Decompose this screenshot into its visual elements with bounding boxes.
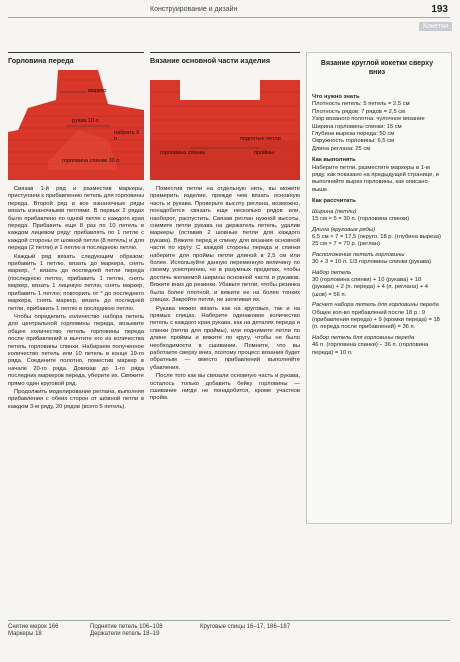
mid-section-title: Вязание основной части изделия	[150, 56, 271, 65]
left-paragraph: Связав 1-й ряд и разместив маркеры, приступаем к прибавлению петель для горловины переда. Второй ряд и все изнаночные ряды вязать изнаночными петлями. В первых 2 рядах было прибавлено по одной петле с каждого края переда. Прибавить еще 8 раз по 10 петель в каждом лицевом ряду: прибавлять по 1 петле с каждой стороны от шовной петли (8 петель) и для переда (2 петли) и 1 петлю в последнюю петлю.	[8, 186, 144, 252]
photo2-label-back-neck: горловина спинки	[160, 150, 206, 156]
box-calc-title: Как рассчитать	[312, 198, 356, 205]
photo1-label-back: горловина спинки 30 п.	[62, 158, 121, 164]
footer-refs-c	[200, 624, 290, 631]
body-photo	[150, 80, 300, 180]
need-item: Узор вязаного полотна: чулочное вязание	[312, 116, 425, 123]
left-column-text	[8, 186, 144, 412]
need-item: Длина реглана: 25 см	[312, 145, 371, 152]
calc-label: Набор петель	[312, 269, 352, 276]
need-item: Плотность петель: 5 петель = 2,5 см	[312, 101, 410, 108]
footer-rule	[8, 620, 450, 621]
need-item: Глубина выреза переда: 50 см	[312, 131, 395, 138]
mid-paragraph: После того как вы связали основную часть и рукава, осталось только добавить бейку горловины — сшивание нигде не понадобится, кроме участков пройм.	[150, 373, 300, 402]
need-item: Окружность горловины: 6,5 см	[312, 138, 395, 145]
calc-value: 25 см × 7 = 70 р. (реглан)	[312, 241, 380, 248]
calc-label: Расчет набора петель для горловины переда	[312, 302, 439, 309]
footer-ref: Держатели петель 18–19	[90, 631, 160, 638]
left-title-rule	[8, 52, 144, 53]
calc-value: 15 см × 5 = 30 п. (горловина спинки)	[312, 216, 410, 223]
box-do-text: Наберите петли, разместите маркеры в 1-м ряду, как показано на предыдущей странице, и выполняйте вырез горловины, как описано выше.	[312, 164, 439, 193]
body-photo-illustration	[150, 80, 300, 180]
page-number: 193	[431, 4, 448, 15]
photo2-label-picked-up: поднятые петли	[240, 136, 281, 142]
left-paragraph: Продолжить моделирование реглана, выполняя прибавления с обеих сторон от шовной петли в каждом 3-м ряду, 20 рядов (всего 5 петель).	[8, 388, 144, 410]
footer-ref: Снятие мерок 166	[8, 624, 59, 630]
mid-title-rule	[150, 52, 300, 53]
header-rule	[8, 17, 450, 18]
need-item: Ширина горловины спинки: 15 см	[312, 123, 402, 130]
footer-ref: Поднятие петель 106–108	[90, 624, 163, 630]
calc-value: 46 п. (горловина спинки) − 36 п. (горловина переда) = 10 п.	[312, 342, 429, 356]
mid-column-text	[150, 186, 300, 404]
calc-value: 30 + 3 = 10 п. 1/3 горловины спинки (рукава)	[312, 259, 432, 266]
calc-value: 6,5 см × 7 = 17,5 (округл. 18 р. (глубина выреза)	[312, 233, 441, 240]
photo2-label-armholes: проймы	[254, 150, 274, 156]
footer-refs-b	[90, 624, 163, 638]
mid-paragraph: Рукава можно вязать как на круговых, так и на прямых спицах. Наберите одинаковое количество петель с каждого края рукава, как на деталях переда и спинки (петли для проймы), или поднимите петли по длине проймы и вяжите по кругу, чтобы не было необходимости в сшивании. Помните, что вы работаете сверху вниз, поэтому процесс вязания будет обратным — вместо прибавлений выполняйте убавления.	[150, 305, 300, 371]
side-tab: Кокетки	[419, 22, 452, 31]
left-paragraph: Каждый ряд вязать следующим образом: прибавить 1 петлю, вязать до маркера, снять маркер, * вязать до последней петли переда (последнюю петлю, прибавить 1 петлю, снять маркер, вязать 1 лицевую петлю, снять маркер, прибавить 1 петлю; повторить от * до последнего маркера, снять маркер, вязать до последней петли, прибавить 1 петлю в последнюю петлю.	[8, 253, 144, 312]
calc-label: Длина (круговые ряды)	[312, 226, 375, 233]
box-do-title: Как выполнять	[312, 157, 356, 164]
calc-label: Ширина (петли)	[312, 208, 357, 215]
left-section-title: Горловина переда	[8, 56, 74, 65]
box-need-title: Что нужно знать	[312, 94, 360, 100]
photo1-label-sleeve: рукав 10 п.	[72, 118, 100, 124]
calc-value: 30 (горловина спинки) + 10 (рукава) + 10 (рукава) + 2 (п. переда) + 4 (п. реглана) + 4 (шов) = 56 п.	[312, 276, 428, 298]
footer-ref: Маркеры 18	[8, 631, 42, 638]
calc-label: Набор петель для горловины переда	[312, 334, 415, 341]
left-paragraph: Чтобы определить количество набора петель для центральной горловины переда, возьмите общее количество петель горловины переда после прибавлений и вычтите его из количества петель горловины спинки. Набираем полученное количество петель или 10 петель в конце 19-го ряда. Соедините полотно, поместив маркер в начале 20-го ряда. Довязав до 1-го ряда последних маркеров переда, уберите их. Свяжите прямо один круговой ряд.	[8, 313, 144, 387]
box-title: Вязание круглой кокетки сверху вниз	[320, 60, 434, 76]
photo1-label-marker: маркер	[88, 88, 107, 94]
photo1-label-front: набрать 9 п.	[114, 130, 140, 143]
box-body	[312, 90, 444, 357]
header-section-title: Конструирование и дизайн	[150, 6, 238, 13]
mid-paragraph: Поместив петли на отдельную нить, вы можете примерить изделие, прежде чем вязать основную часть и рукава. Проверьте высоту реглана, возможно, понадобится связать еще несколько рядов или, наоборот, распустить. Связав реглан нужной высоты, снимите петли рукава на держатель петель, удалив маркеры (оставив 2 шовные петли для каждого рукава). Вяжите перед и спинку для вязания основной части по кругу. С каждой стороны переда и спинки наберите для проймы петли длиной в 2,5 см или более. Используйте данную переменную величину по своему усмотрению, но в разумных пределах, чтобы достичь желаемой ширины основной части и рукавов. Вяжите вниз до резинки. Убавьте петли, чтобы резинка была более плотной, и вяжите ее на более тонких спицах. Закройте петли, не затягивая их.	[150, 186, 300, 304]
footer-ref: Круговые спицы 16–17, 186–187	[200, 624, 291, 630]
yoke-photo	[8, 70, 144, 180]
calc-value: Общее кол-во прибавлений после 18 р.: 9 (прибавления переда) + 9 (кромки переда) = 18 (п. переда после прибавлений) = 36 п.	[312, 309, 440, 331]
calc-label: Расположение петель горловины	[312, 251, 405, 258]
footer-refs-a	[8, 624, 58, 638]
need-item: Плотность рядов: 7 рядов = 2,5 см	[312, 108, 406, 115]
